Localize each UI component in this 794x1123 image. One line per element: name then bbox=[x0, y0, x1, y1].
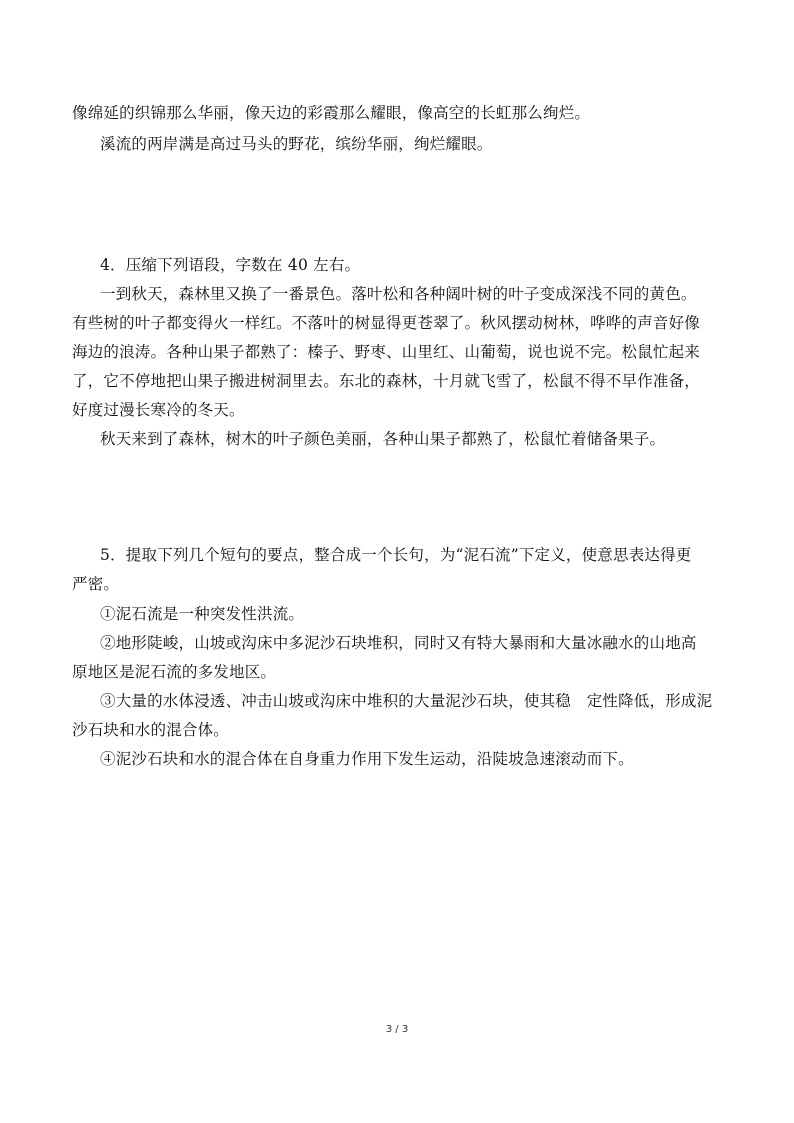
question-4-passage-line-2: 有些树的叶子都变得火一样红。不落叶的树显得更苍翠了。秋风摆动树林，哗哗的声音好像 bbox=[72, 314, 701, 332]
question-5-item-4: ④泥沙石块和水的混合体在自身重力作用下发生运动，沿陡坡急速滚动而下。 bbox=[100, 750, 634, 768]
question-4-passage-line-4: 了，它不停地把山果子搬进树洞里去。东北的森林，十月就飞雪了，松鼠不得不早作准备， bbox=[72, 372, 701, 390]
previous-answer-result: 溪流的两岸满是高过马头的野花，缤纷华丽，绚烂耀眼。 bbox=[100, 135, 493, 153]
page-number: 3 / 3 bbox=[385, 1024, 409, 1035]
question-5-item-3-line-2: 沙石块和水的混合体。 bbox=[72, 721, 230, 739]
question-4-answer: 秋天来到了森林，树木的叶子颜色美丽，各种山果子都熟了，松鼠忙着储备果子。 bbox=[100, 430, 666, 448]
question-5-item-2-line-1: ②地形陡峻，山坡或沟床中多泥沙石块堆积，同时又有特大暴雨和大量冰融水的山地高 bbox=[100, 634, 697, 652]
question-4-passage-line-1: 一到秋天，森林里又换了一番景色。落叶松和各种阔叶树的叶子变成深浅不同的黄色。 bbox=[100, 285, 697, 303]
question-5-item-1: ①泥石流是一种突发性洪流。 bbox=[100, 605, 305, 623]
question-5-title-line-1: 5．提取下列几个短句的要点，整合成一个长句，为“泥石流”下定义，使意思表达得更 bbox=[100, 546, 692, 564]
question-5-item-2-line-2: 原地区是泥石流的多发地区。 bbox=[72, 663, 277, 681]
question-4-passage-line-5: 好度过漫长寒冷的冬天。 bbox=[72, 401, 245, 419]
previous-answer-line: 像绵延的织锦那么华丽，像天边的彩霞那么耀眼，像高空的长虹那么绚烂。 bbox=[72, 104, 591, 122]
question-4-passage-line-3: 海边的浪涛。各种山果子都熟了：榛子、野枣、山里红、山葡萄，说也说不完。松鼠忙起来 bbox=[72, 343, 701, 361]
question-5-item-3-line-1: ③大量的水体浸透、冲击山坡或沟床中堆积的大量泥沙石块，使其稳 定性降低，形成泥 bbox=[100, 692, 713, 710]
question-5-title-line-2: 严密。 bbox=[72, 575, 120, 593]
question-4-title: 4．压缩下列语段，字数在 40 左右。 bbox=[100, 256, 361, 274]
